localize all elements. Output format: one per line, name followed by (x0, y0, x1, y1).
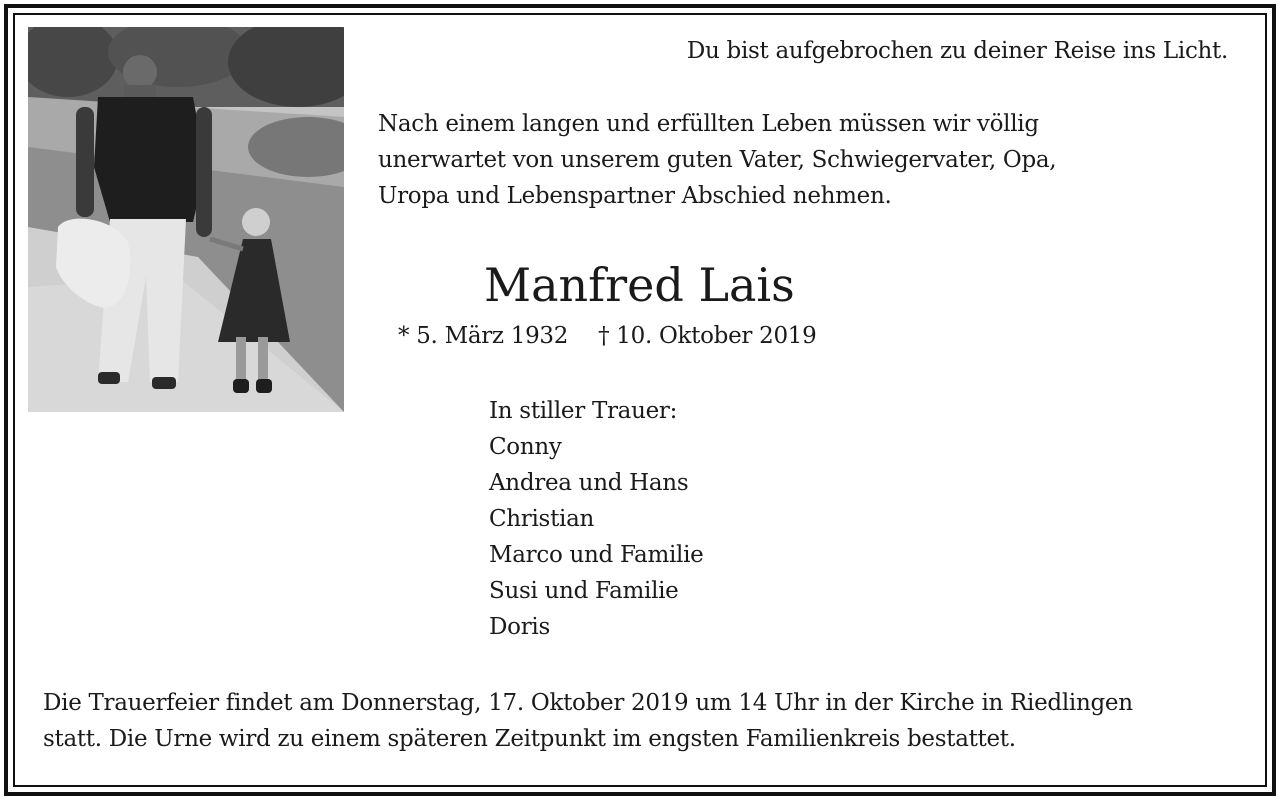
memorial-photo (28, 27, 344, 412)
deceased-name: Manfred Lais (484, 258, 795, 312)
motto: Du bist aufgebrochen zu deiner Reise ins Licht. (686, 38, 1228, 64)
birth-date: * 5. März 1932 (398, 323, 569, 349)
mourner-name: Susi und Familie (489, 578, 679, 604)
funeral-line: Die Trauerfeier findet am Donnerstag, 17. Oktober 2019 um 14 Uhr in der Kirche in Riedlingen (43, 690, 1133, 716)
funeral-info (43, 685, 1133, 757)
mourner-name: Conny (489, 434, 562, 460)
life-dates (398, 318, 816, 354)
death-date: † 10. Oktober 2019 (598, 323, 817, 349)
intro-text (378, 106, 1056, 214)
mourner-name: Christian (489, 506, 594, 532)
mourner-name: Marco und Familie (489, 542, 704, 568)
intro-line: unerwartet von unserem guten Vater, Schwiegervater, Opa, (378, 147, 1057, 173)
mourners-heading: In stiller Trauer: (489, 398, 678, 424)
mourner-name: Doris (489, 614, 550, 640)
intro-line: Nach einem langen und erfüllten Leben müssen wir völlig (378, 111, 1039, 137)
mourners-list (489, 393, 703, 645)
mourner-name: Andrea und Hans (489, 470, 689, 496)
intro-line: Uropa und Lebenspartner Abschied nehmen. (378, 183, 892, 209)
funeral-line: statt. Die Urne wird zu einem späteren Zeitpunkt im engsten Familienkreis bestattet. (43, 726, 1016, 752)
